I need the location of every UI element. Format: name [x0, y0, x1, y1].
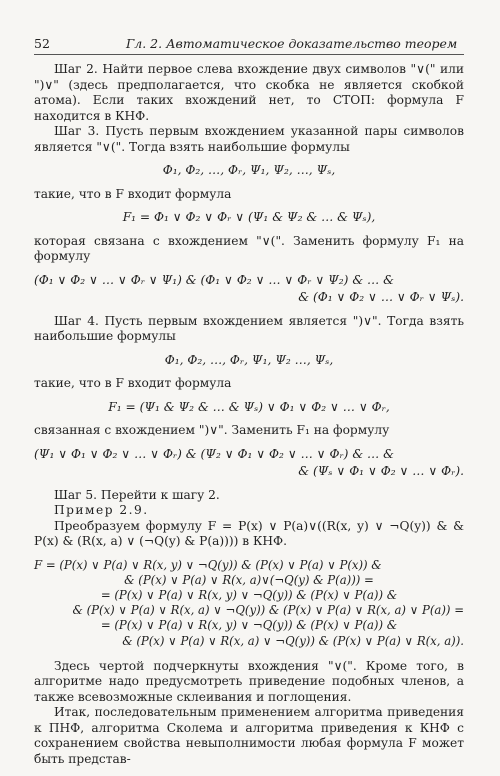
formula-list-2: Φ₁, Φ₂, …, Φᵣ, Ψ₁, Ψ₂ …, Ψₛ,	[164, 352, 334, 367]
page-header	[34, 36, 464, 55]
equation-line: = (P(x) ∨ P(a) ∨ R(x, y) ∨ ¬Q(y)) & (P(x) ∨ P(a)) &	[100, 618, 398, 633]
equation-line: F = (P(x) ∨ P(a) ∨ R(x, y) ∨ ¬Q(y)) & (P(x) ∨ P(a) ∨ P(x)) &	[34, 557, 382, 572]
text-line: связанная с вхождением ")∨". Заменить F₁ на формулу	[34, 423, 390, 437]
replacement-formula-2	[34, 447, 464, 480]
page-number: 52	[34, 36, 50, 51]
equation-line: & (P(x) ∨ P(a) ∨ R(x, a) ∨ ¬Q(y)) & (P(x) ∨ P(a) ∨ R(x, a) ∨ P(a)) =	[72, 603, 464, 618]
formula-line: & (Φ₁ ∨ Φ₂ ∨ … ∨ Φᵣ ∨ Ψₛ).	[298, 290, 464, 304]
formula-line: (Ψ₁ ∨ Φ₁ ∨ Φ₂ ∨ … ∨ Φᵣ) & (Ψ₂ ∨ Φ₁ ∨ Φ₂ ∨ … ∨ Φᵣ) & … &	[34, 446, 394, 461]
formula-f1-def: F₁ = Φ₁ ∨ Φ₂ ∨ Φᵣ ∨ (Ψ₁ & Ψ₂ & … & Ψₛ),	[122, 210, 376, 224]
equation-line: & (P(x) ∨ P(a) ∨ R(x, a)∨(¬Q(y) & P(a))) =	[124, 572, 374, 587]
formula-list-1: Φ₁, Φ₂, …, Φᵣ, Ψ₁, Ψ₂, …, Ψₛ,	[162, 163, 336, 177]
text-line: которая связана с вхождением "∨(". Заменить формулу F₁ на формулу	[34, 233, 464, 263]
running-title: Гл. 2. Автоматическое доказательство теорем	[126, 36, 458, 51]
formula-line: (Φ₁ ∨ Φ₂ ∨ … ∨ Φᵣ ∨ Ψ₁) & (Φ₁ ∨ Φ₂ ∨ … ∨ Φᵣ ∨ Ψ₂) & … &	[34, 272, 394, 287]
replacement-formula-1	[34, 273, 464, 306]
step-3-paragraph: Шаг 3. Пусть первым вхождением указанной пары символов является "∨(". Тогда взять наибольшие формулы	[34, 124, 464, 154]
equation-line: = (P(x) ∨ P(a) ∨ R(x, y) ∨ ¬Q(y)) & (P(x) ∨ P(a)) &	[100, 587, 398, 602]
example-heading: Пример 2.9.	[54, 503, 149, 517]
formula-f1-def-2: F₁ = (Ψ₁ & Ψ₂ & … & Ψₛ) ∨ Φ₁ ∨ Φ₂ ∨ … ∨ Φᵣ,	[108, 399, 390, 414]
step-4-paragraph: Шаг 4. Пусть первым вхождением является ")∨". Тогда взять наибольшие формулы	[34, 313, 464, 343]
step-5-paragraph: Шаг 5. Перейти к шагу 2.	[54, 487, 220, 502]
summary-paragraph: Итак, последовательным применением алгоритма приведения к ПНФ, алгоритма Сколема и алгоритма приведения к КНФ с сохранением свойства невыполнимости любая формула F может быть представ-	[34, 705, 464, 766]
example-statement: Преобразуем формулу F = P(x) ∨ P(a)∨((R(x, y) ∨ ¬Q(y)) & & P(x) & (R(x, a) ∨ (¬Q(y) & P(a)))) в КНФ.	[34, 518, 464, 548]
remark-paragraph: Здесь чертой подчеркнуты вхождения "∨(". Кроме того, в алгоритме надо предусмотреть приведение подобных членов, а также всевозможные склеивания и поглощения.	[34, 658, 464, 704]
equation-line: & (P(x) ∨ P(a) ∨ R(x, a) ∨ ¬Q(y)) & (P(x) ∨ P(a) ∨ R(x, a)).	[122, 633, 464, 648]
step-2-paragraph: Шаг 2. Найти первое слева вхождение двух символов "∨(" или ")∨" (здесь предполагается, что скобка не является скобкой атома). Если таких вхождений нет, то СТОП: формула F находится в КНФ.	[34, 62, 464, 123]
text-line: такие, что в F входит формула	[34, 376, 232, 390]
formula-line: & (Ψₛ ∨ Φ₁ ∨ Φ₂ ∨ … ∨ Φᵣ).	[298, 464, 464, 478]
page-body	[34, 62, 464, 767]
cnf-derivation	[34, 558, 464, 649]
text-line: такие, что в F входит формула	[34, 186, 232, 201]
